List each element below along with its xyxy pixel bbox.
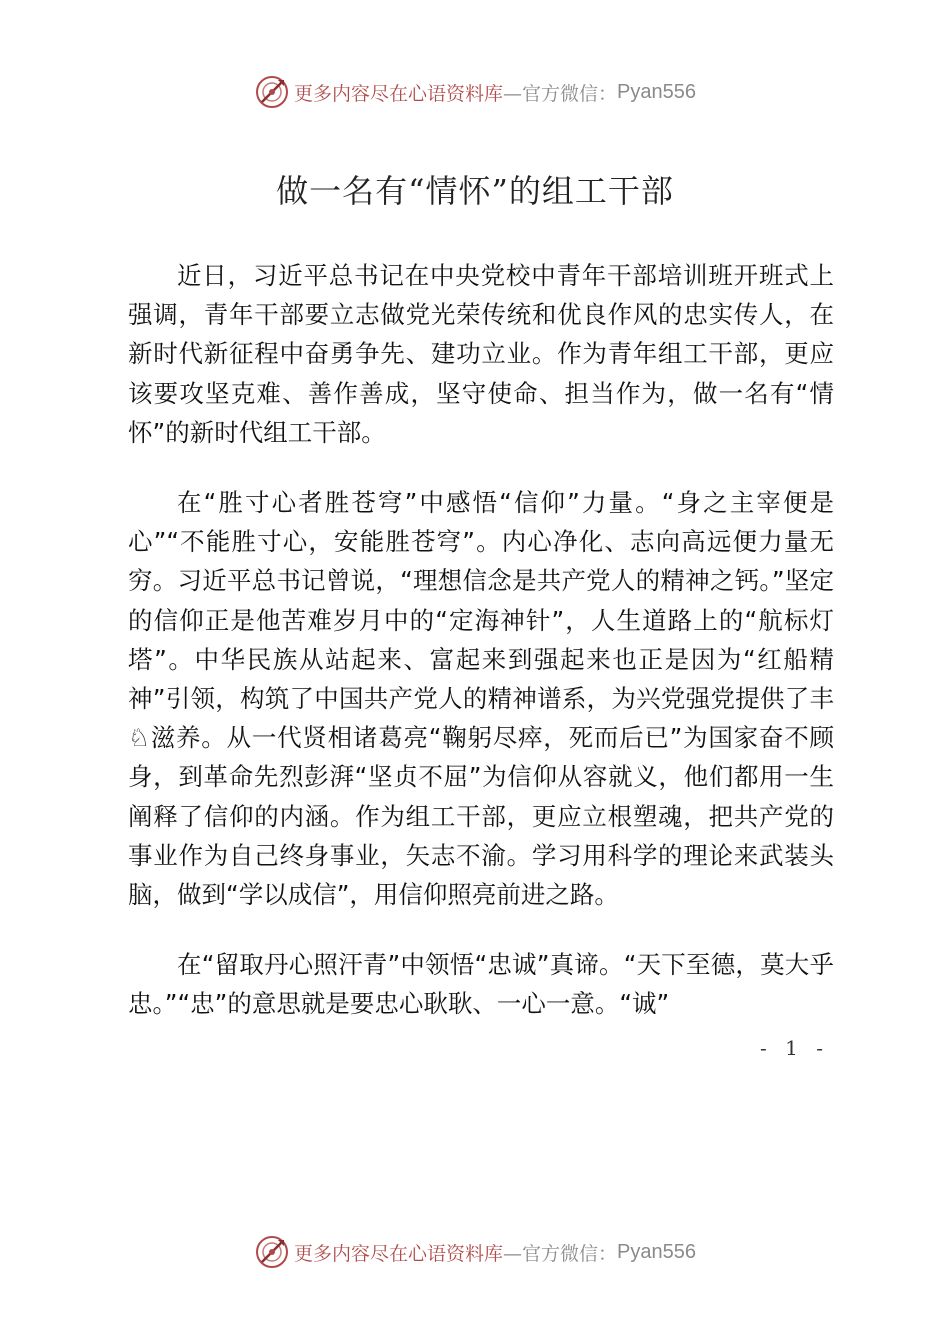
paragraph-faith: 在“胜寸心者胜苍穹”中感悟“信仰”力量。“身之主宰便是心”“不能胜寸心，安能胜苍穹”。内心净化、志向高远便力量无穷。习近平总书记曾说，“理想信念是共产党人的精神之钙。”坚定的信仰正是他苦难岁月中的“定海神针”，人生道路上的“航标灯塔”。中华民族从站起来、富起来到强起来也正是因为“红船精神”引领，构筑了中国共产党人的精神谱系，为兴党强党提供了丰♘滋养。从一代贤相诸葛亮“鞠躬尽瘁，死而后已”为国家奋不顾身，到革命先烈彭湃“坚贞不屈”为信仰从容就义，他们都用一生阐释了信仰的内涵。作为组工干部，更应立根塑魂，把共产党的事业作为自己终身事业，矢志不渝。学习用科学的理论来武装头脑，做到“学以成信”，用信仰照亮前进之路。 — [128, 488, 834, 910]
banner-brand-text: 更多内容尽在心语资料库 — [294, 1242, 504, 1265]
page-number: - 1 - — [760, 1036, 829, 1060]
banner-wechat-label: —官方微信： — [503, 82, 618, 105]
banner-wechat-id: Pyan556 — [617, 1240, 696, 1263]
footer-banner — [0, 1232, 950, 1272]
paragraph-loyalty: 在“留取丹心照汗青”中领悟“忠诚”真谛。“天下至德，莫大乎忠。”“忠”的意思就是要忠心耿耿、一心一意。“诚” — [128, 950, 834, 1019]
header-banner — [0, 72, 950, 112]
document-title: 做一名有“情怀”的组工干部 — [276, 172, 674, 210]
document-body — [128, 256, 834, 1024]
banner-wechat-label: —官方微信： — [503, 1242, 618, 1265]
paragraph-intro: 近日，习近平总书记在中央党校中青年干部培训班开班式上强调，青年干部要立志做党光荣传统和优良作风的忠实传人，在新时代新征程中奋勇争先、建功立业。作为青年组工干部，更应该要攻坚克难、善作善成，坚守使命、担当作为，做一名有“情怀”的新时代组工干部。 — [128, 261, 834, 447]
banner-wechat-id: Pyan556 — [617, 80, 696, 103]
banner-brand-text: 更多内容尽在心语资料库 — [294, 82, 504, 105]
brand-logo-icon — [254, 74, 290, 110]
brand-logo-icon — [254, 1234, 290, 1270]
